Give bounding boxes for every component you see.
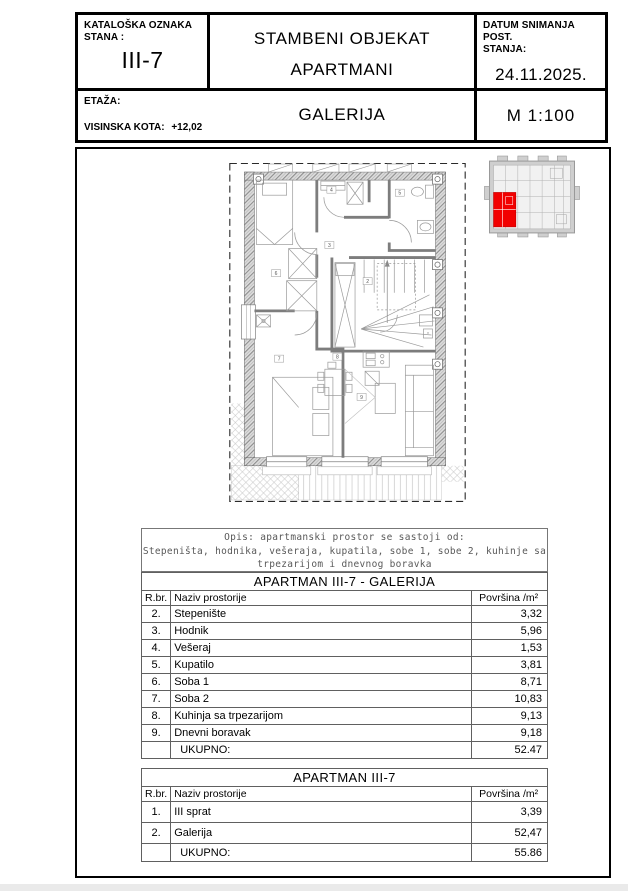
- area-table-galerija: [141, 572, 548, 759]
- page-bottom-edge: [0, 884, 628, 891]
- wardrobe-icons: [287, 249, 317, 311]
- svg-text:6: 6: [274, 271, 278, 278]
- table-row: [142, 657, 548, 674]
- row-area: 9,18: [472, 725, 548, 742]
- row-num: 9.: [142, 725, 171, 742]
- svg-text:2: 2: [366, 279, 370, 286]
- project-title-line1: STAMBENI OBJEKAT: [253, 29, 431, 48]
- table-row: [142, 623, 548, 640]
- table1-col-rbr: R.br.: [142, 591, 171, 606]
- row-area: 3,32: [472, 606, 548, 623]
- room-tag-hodnik: [325, 241, 334, 248]
- row-area: 3,39: [472, 802, 548, 823]
- catalog-label-line2: STANA :: [84, 32, 125, 43]
- svg-text:8: 8: [336, 354, 339, 361]
- row-name: Kupatilo: [171, 657, 472, 674]
- svg-text:9: 9: [360, 394, 363, 401]
- elevation-value: +12,02: [171, 122, 203, 133]
- apartment-code: III-7: [121, 47, 164, 73]
- elevation-label: VISINSKA KOTA:: [84, 122, 165, 133]
- interior-walls: [254, 180, 435, 458]
- room-tag-stepeniste: [363, 278, 372, 285]
- catalog-label-line1: KATALOŠKA OZNAKA: [84, 20, 193, 31]
- project-title-line2: APARTMANI: [290, 60, 394, 79]
- site-plan-minimap: [483, 154, 581, 240]
- table2-col-area: Površina /m²: [472, 787, 548, 802]
- room-tag-kupatilo: [395, 189, 404, 196]
- scale-value: M 1:100: [506, 105, 576, 125]
- table1-title: APARTMAN III-7 - GALERIJA: [142, 573, 548, 591]
- stairs: [335, 260, 435, 348]
- table-row: [142, 725, 548, 742]
- table2-col-rbr: R.br.: [142, 787, 171, 802]
- floor-value: GALERIJA: [298, 105, 386, 124]
- date-label-line2: STANJA:: [483, 44, 527, 55]
- row-name: Vešeraj: [171, 640, 472, 657]
- row-name: Soba 1: [171, 674, 472, 691]
- description-line3: trpezarijom i dnevnog boravka: [257, 559, 432, 570]
- survey-date: 24.11.2025.: [495, 65, 587, 84]
- svg-text:7: 7: [277, 356, 281, 363]
- floor-plan: [228, 162, 468, 504]
- table-row: [142, 823, 548, 844]
- row-num: 6.: [142, 674, 171, 691]
- row-area: 8,71: [472, 674, 548, 691]
- area-table-apartment: [141, 768, 548, 862]
- row-num: 2.: [142, 823, 171, 844]
- window-icons: [241, 305, 431, 475]
- project-title-cell: [210, 15, 477, 91]
- terrace-hatch: [231, 403, 463, 500]
- sink-icon: [417, 220, 433, 233]
- catalog-cell: [78, 15, 210, 91]
- highlighted-unit: [494, 192, 516, 226]
- table-row: [142, 802, 548, 823]
- date-label-line1: DATUM SNIMANJA POST.: [483, 20, 575, 43]
- description-line2: Stepeništa, hodnika, vešeraja, kupatila, sobe 1, sobe 2, kuhinje sa: [142, 545, 547, 557]
- room-tag-soba2: [275, 355, 284, 362]
- survey-date-cell: [477, 15, 605, 91]
- row-area: 9,13: [472, 708, 548, 725]
- row-num: 1.: [142, 802, 171, 823]
- total-value: 52.47: [472, 742, 548, 759]
- skylight-icons: [269, 164, 412, 172]
- coffee-table-icon: [375, 383, 395, 413]
- bed-1-icon: [256, 180, 292, 244]
- row-name: Kuhinja sa trpezarijom: [171, 708, 472, 725]
- table2-title: APARTMAN III-7: [142, 769, 548, 787]
- table-row: [142, 691, 548, 708]
- room-tag-dnevni: [357, 393, 366, 400]
- row-area: 52,47: [472, 823, 548, 844]
- row-name: III sprat: [171, 802, 472, 823]
- row-area: 3,81: [472, 657, 548, 674]
- row-name: Stepenište: [171, 606, 472, 623]
- scale-cell: [477, 91, 605, 140]
- row-num: 4.: [142, 640, 171, 657]
- room-tag-soba1: [272, 270, 281, 277]
- total-value: 55.86: [472, 844, 548, 862]
- room-tag-veseraj: [327, 186, 336, 193]
- total-row: [142, 742, 548, 759]
- table-row: [142, 674, 548, 691]
- svg-text:5: 5: [398, 190, 402, 197]
- row-name: Hodnik: [171, 623, 472, 640]
- row-name: Soba 2: [171, 691, 472, 708]
- svg-text:4: 4: [330, 187, 333, 194]
- floor-cell: [78, 91, 477, 140]
- table-row: [142, 606, 548, 623]
- dashed-boundary: [230, 164, 465, 502]
- svg-text:*: *: [426, 332, 429, 339]
- row-area: 1,53: [472, 640, 548, 657]
- room-tag-kuhinja: [333, 353, 342, 360]
- toilet-icon: [411, 185, 433, 198]
- row-num: 7.: [142, 691, 171, 708]
- elevation-line: [84, 122, 202, 133]
- washbasin-icon: [256, 315, 270, 327]
- title-block: [75, 12, 608, 143]
- row-num: 8.: [142, 708, 171, 725]
- description-line1: Opis: apartmanski prostor se sastoji od:: [224, 532, 465, 543]
- row-num: 5.: [142, 657, 171, 674]
- total-label: UKUPNO:: [171, 844, 472, 862]
- row-name: Galerija: [171, 823, 472, 844]
- total-label: UKUPNO:: [171, 742, 472, 759]
- row-num: 2.: [142, 606, 171, 623]
- row-area: 10,83: [472, 691, 548, 708]
- floor-label: ETAŽA:: [84, 96, 121, 107]
- table1-col-area: Površina /m²: [472, 591, 548, 606]
- description-box: [141, 528, 548, 572]
- sofa-icon: [405, 365, 433, 456]
- row-name: Dnevni boravak: [171, 725, 472, 742]
- row-area: 5,96: [472, 623, 548, 640]
- table-row: [142, 640, 548, 657]
- table-row: [142, 708, 548, 725]
- svg-text:3: 3: [327, 242, 331, 249]
- table2-col-name: Naziv prostorije: [171, 787, 472, 802]
- drawing-area: [75, 147, 611, 878]
- total-row: [142, 844, 548, 862]
- table1-col-name: Naziv prostorije: [171, 591, 472, 606]
- row-num: 3.: [142, 623, 171, 640]
